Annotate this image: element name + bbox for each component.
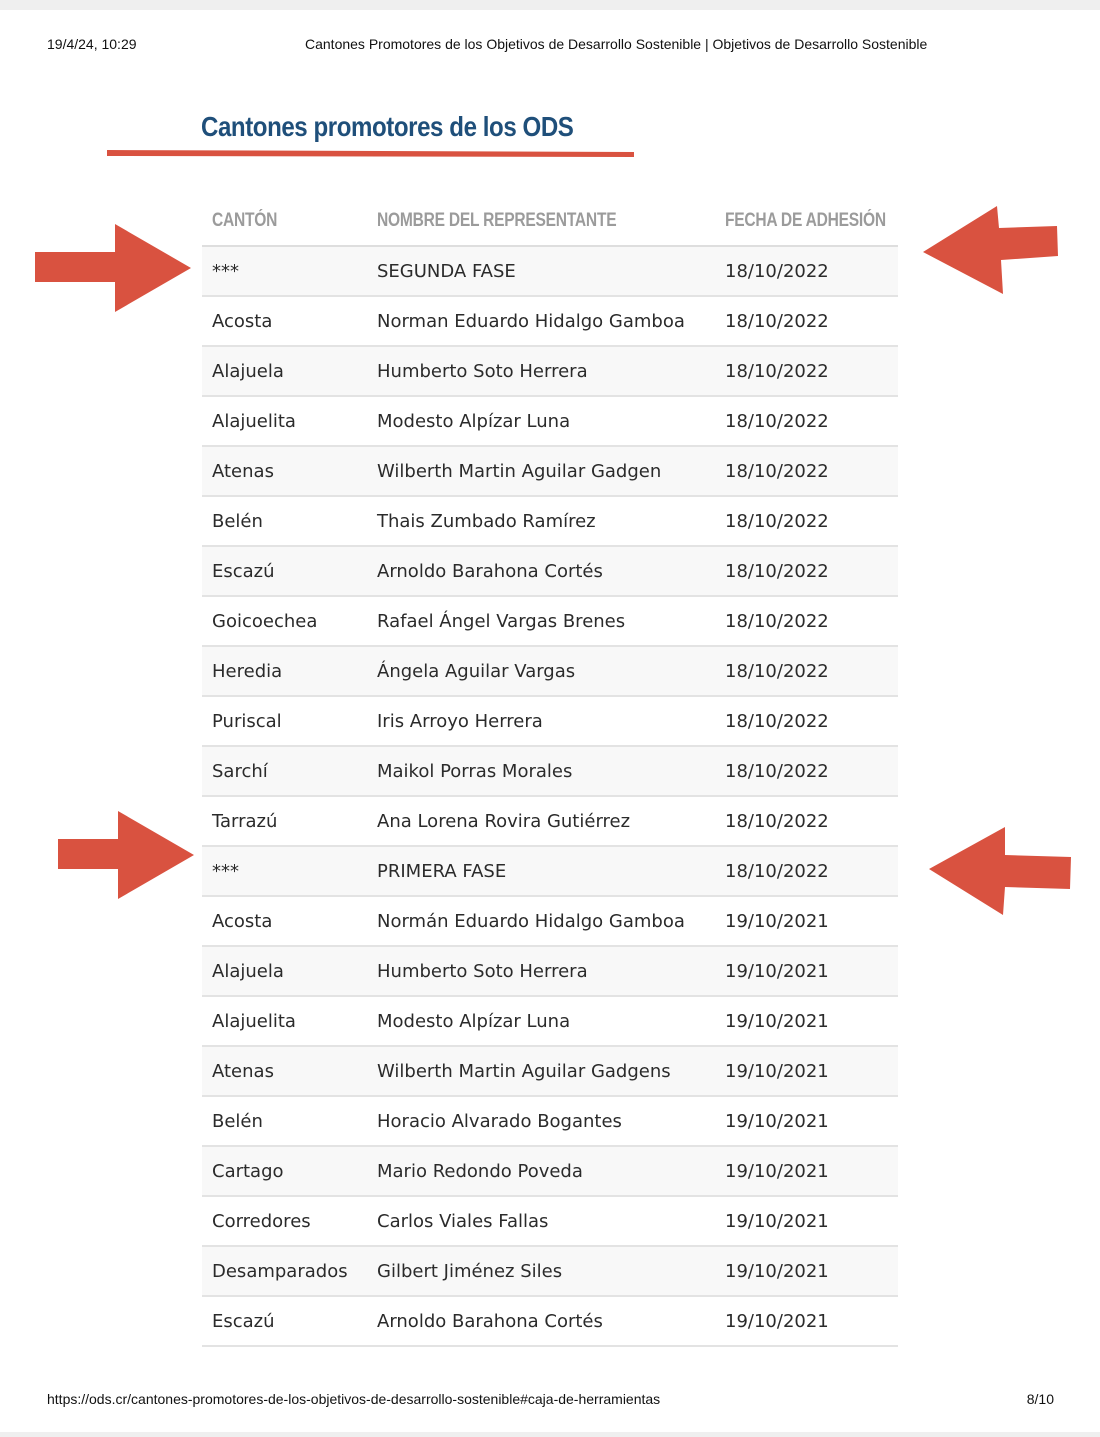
cell-fecha: 18/10/2022 <box>715 796 898 846</box>
table-row <box>202 996 898 1046</box>
table-row <box>202 296 898 346</box>
cell-canton: Acosta <box>202 296 367 346</box>
cell-fecha: 18/10/2022 <box>715 446 898 496</box>
print-datetime: 19/4/24, 10:29 <box>47 36 137 52</box>
table-row <box>202 246 898 296</box>
table-row <box>202 1146 898 1196</box>
arrow-right-icon <box>35 224 191 312</box>
table-row <box>202 396 898 446</box>
table-header-row <box>202 196 898 246</box>
cell-fecha: 19/10/2021 <box>715 1046 898 1096</box>
cell-fecha: 19/10/2021 <box>715 1096 898 1146</box>
table-row <box>202 696 898 746</box>
table-row <box>202 1246 898 1296</box>
cell-representante: Maikol Porras Morales <box>367 746 715 796</box>
cell-fecha: 19/10/2021 <box>715 946 898 996</box>
cell-canton: Escazú <box>202 1296 367 1346</box>
print-url: https://ods.cr/cantones-promotores-de-los-objetivos-de-desarrollo-sostenible#caja-de-herramientas <box>47 1391 661 1407</box>
cell-representante: Rafael Ángel Vargas Brenes <box>367 596 715 646</box>
column-header-canton: CANTÓN <box>202 196 367 246</box>
cell-fecha: 18/10/2022 <box>715 846 898 896</box>
cell-representante: Humberto Soto Herrera <box>367 346 715 396</box>
print-header <box>0 36 1100 56</box>
column-header-representante: NOMBRE DEL REPRESENTANTE <box>367 196 715 246</box>
cell-fecha: 18/10/2022 <box>715 396 898 446</box>
table-row <box>202 596 898 646</box>
print-page-number: 8/10 <box>1026 1391 1054 1407</box>
cell-canton: Cartago <box>202 1146 367 1196</box>
cell-representante: Normán Eduardo Hidalgo Gamboa <box>367 896 715 946</box>
cell-canton: Desamparados <box>202 1246 367 1296</box>
print-footer <box>0 1391 1100 1411</box>
table-row <box>202 1196 898 1246</box>
page-heading: Cantones promotores de los ODS <box>201 111 574 142</box>
cell-fecha: 19/10/2021 <box>715 1146 898 1196</box>
cell-representante: PRIMERA FASE <box>367 846 715 896</box>
cantones-table <box>202 196 898 1347</box>
cell-representante: Horacio Alvarado Bogantes <box>367 1096 715 1146</box>
cell-canton: Corredores <box>202 1196 367 1246</box>
table-row <box>202 746 898 796</box>
print-page-title: Cantones Promotores de los Objetivos de Desarrollo Sostenible | Objetivos de Desarrollo Sostenible <box>305 36 928 52</box>
table-row <box>202 1096 898 1146</box>
cell-representante: Humberto Soto Herrera <box>367 946 715 996</box>
cell-representante: Iris Arroyo Herrera <box>367 696 715 746</box>
table-row <box>202 446 898 496</box>
cell-representante: Arnoldo Barahona Cortés <box>367 546 715 596</box>
arrow-right-icon <box>58 811 194 899</box>
cell-fecha: 18/10/2022 <box>715 596 898 646</box>
arrow-left-icon <box>929 827 1071 915</box>
table-row <box>202 646 898 696</box>
table-row <box>202 346 898 396</box>
cell-canton: Alajuelita <box>202 396 367 446</box>
cell-representante: Ana Lorena Rovira Gutiérrez <box>367 796 715 846</box>
cell-canton: Belén <box>202 496 367 546</box>
table-row <box>202 1046 898 1096</box>
cell-fecha: 18/10/2022 <box>715 696 898 746</box>
cell-canton: Sarchí <box>202 746 367 796</box>
cell-fecha: 19/10/2021 <box>715 1246 898 1296</box>
cell-fecha: 18/10/2022 <box>715 346 898 396</box>
cell-representante: Modesto Alpízar Luna <box>367 396 715 446</box>
cell-canton: Tarrazú <box>202 796 367 846</box>
cell-fecha: 19/10/2021 <box>715 996 898 1046</box>
cell-canton: Atenas <box>202 446 367 496</box>
cell-representante: Ángela Aguilar Vargas <box>367 646 715 696</box>
table-row <box>202 1296 898 1346</box>
table-row <box>202 496 898 546</box>
cell-canton: Atenas <box>202 1046 367 1096</box>
cell-canton: Alajuela <box>202 346 367 396</box>
cell-fecha: 19/10/2021 <box>715 896 898 946</box>
cell-representante: Gilbert Jiménez Siles <box>367 1246 715 1296</box>
cell-representante: Wilberth Martin Aguilar Gadgen <box>367 446 715 496</box>
table-body <box>202 246 898 1346</box>
table-row <box>202 896 898 946</box>
cell-canton: Acosta <box>202 896 367 946</box>
cell-fecha: 18/10/2022 <box>715 246 898 296</box>
cell-canton: *** <box>202 846 367 896</box>
cell-fecha: 18/10/2022 <box>715 646 898 696</box>
cell-representante: Carlos Viales Fallas <box>367 1196 715 1246</box>
table-row <box>202 846 898 896</box>
cell-canton: Puriscal <box>202 696 367 746</box>
cell-canton: Alajuelita <box>202 996 367 1046</box>
table-row <box>202 796 898 846</box>
cell-canton: Escazú <box>202 546 367 596</box>
cell-representante: Thais Zumbado Ramírez <box>367 496 715 546</box>
cell-representante: Wilberth Martin Aguilar Gadgens <box>367 1046 715 1096</box>
cell-representante: Mario Redondo Poveda <box>367 1146 715 1196</box>
cell-fecha: 18/10/2022 <box>715 746 898 796</box>
cell-representante: Modesto Alpízar Luna <box>367 996 715 1046</box>
heading-underline <box>107 146 634 160</box>
cell-representante: SEGUNDA FASE <box>367 246 715 296</box>
cell-canton: Belén <box>202 1096 367 1146</box>
cell-fecha: 19/10/2021 <box>715 1296 898 1346</box>
column-header-fecha: FECHA DE ADHESIÓN <box>715 196 898 246</box>
arrow-left-icon <box>923 206 1058 294</box>
table-row <box>202 546 898 596</box>
cell-canton: Goicoechea <box>202 596 367 646</box>
printed-page <box>0 10 1100 1432</box>
cell-representante: Norman Eduardo Hidalgo Gamboa <box>367 296 715 346</box>
cell-fecha: 18/10/2022 <box>715 296 898 346</box>
table-row <box>202 946 898 996</box>
cell-canton: Alajuela <box>202 946 367 996</box>
cell-fecha: 19/10/2021 <box>715 1196 898 1246</box>
cell-representante: Arnoldo Barahona Cortés <box>367 1296 715 1346</box>
cell-canton: *** <box>202 246 367 296</box>
cell-canton: Heredia <box>202 646 367 696</box>
cell-fecha: 18/10/2022 <box>715 546 898 596</box>
cell-fecha: 18/10/2022 <box>715 496 898 546</box>
